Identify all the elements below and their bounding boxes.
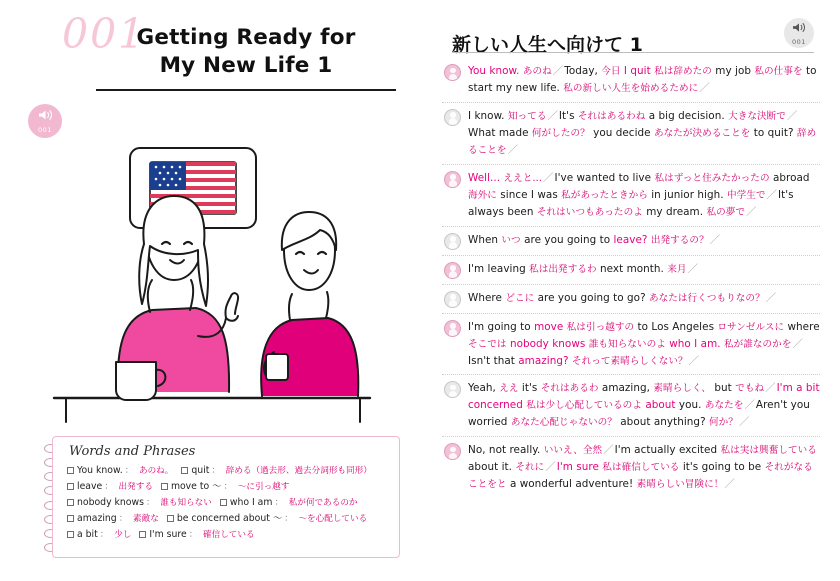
dialogue-token: I'm actually excited [614,444,718,457]
illustration-svg [30,140,390,430]
dialogue-token: 何がしたの？ [531,127,590,139]
word-phrase-ja: 少し [114,528,132,539]
dialogue-token: my dream. [646,205,704,218]
word-phrase-en: amazing [77,513,117,525]
speaker-avatar-icon [444,262,461,279]
dialogue-token: leave? [613,233,648,246]
dialogue-token: ／ [603,444,614,457]
dialogue-token: to [637,320,649,333]
dialogue-token: ／ [507,143,519,156]
dialogue-token: Where [468,291,502,304]
dialogue-token: ／ [786,109,798,122]
dialogue-token: a wonderful adventure! [509,478,634,491]
dialogue-token: ／ [545,461,556,474]
speaker-avatar-icon [444,109,461,126]
dialogue-line [442,58,820,103]
dialogue-token: いつ [501,234,521,246]
dialogue-token: ／ [724,478,735,491]
dialogue-text [468,442,820,493]
dialogue-line [442,103,820,165]
dialogue-token: Well... [468,171,501,184]
dialogue-token: それはいつもあったのよ [536,206,643,218]
dialogue-token: I'm sure [556,461,599,474]
dialogue-token: 素晴らしく、 [653,383,712,395]
separator: ： [99,529,110,540]
word-phrase-en: I'm sure [149,529,187,541]
dialogue-text [468,232,721,249]
dialogue-token: 私の仕事を [754,66,803,77]
word-phrase-item[interactable] [167,511,367,526]
speaker-avatar-icon [444,171,461,188]
dialogue-token: ええと… [503,172,543,184]
word-phrase-ja: あのね。 [138,464,174,475]
dialogue-token: ／ [687,262,699,275]
words-and-phrases-box [52,436,400,558]
dialogue-token: but [714,382,732,395]
dialogue-token: 出発するの？ [650,234,709,246]
dialogue-token: to start my new life. [468,65,817,94]
word-phrase-item[interactable] [161,479,289,494]
word-phrase-ja: 誰も知らない [160,496,212,507]
dialogue-token: about it. [468,461,512,474]
woman-right [261,212,358,396]
page-title-line-1: Getting Ready for [136,25,356,50]
dialogue-token: ／ [792,337,803,350]
word-phrase-item[interactable] [67,527,131,542]
dialogue-token: a big decision. [648,109,725,122]
word-phrase-item[interactable] [67,463,173,478]
dialogue-line [442,227,820,256]
dialogue-token: ／ [765,291,777,304]
word-phrase-en: You know. [77,465,123,476]
dialogue-token: I'm a bit concerned [468,382,820,412]
dialogue-token: あなた心配じゃないの？ [510,417,617,429]
right-page [420,0,840,581]
dialogue-token: 海外に [468,189,497,201]
words-and-phrases-heading: Words and Phrases [69,444,196,459]
dialogue-token: 来月 [667,263,687,275]
dialogue-token: ええ [499,383,519,395]
dialogue-list [442,58,820,573]
checkbox-icon[interactable] [167,515,174,522]
audio-track-number-left: 001 [38,125,52,134]
dialogue-token: 私は辞めたの [654,66,712,77]
dialogue-text [468,170,820,221]
dialogue-token: ／ [744,399,755,412]
dialogue-token: 私が誰なのかを [723,338,792,350]
dialogue-token: about [645,399,676,412]
audio-track-number-right: 001 [792,37,806,46]
dialogue-token: Los Angeles [651,320,715,333]
word-phrase-ja: 辞める（過去形、過去分詞形も同形） [225,464,372,475]
dialogue-token: それって素晴らしくない？ [571,355,688,367]
dialogue-token: あなたを [704,400,744,412]
dialogue-line [442,375,820,437]
dialogue-token: who I am. [669,337,721,350]
dialogue-token: それはあるわ [540,383,599,395]
speaker-icon [38,109,53,125]
checkbox-icon[interactable] [67,515,74,522]
separator: ： [211,465,221,475]
dialogue-token: 私はずっと住みたかったの [654,172,770,184]
dialogue-token: next month. [600,262,664,275]
dialogue-token: 私は少し心配しているのよ [526,400,642,412]
word-phrase-ja: 素敵な [133,512,159,523]
dialogue-token: それに [515,462,545,474]
dialogue-token: 何か？ [709,417,738,429]
checkbox-icon[interactable] [67,483,74,490]
speaker-avatar-icon [444,64,461,81]
dialogue-token: ／ [746,205,757,218]
dialogue-token: ／ [688,354,700,367]
dialogue-token: It's [558,109,575,122]
word-phrase-ja: ～に引っ越す [237,480,290,491]
dialogue-token: ／ [699,81,710,94]
dialogue-text [468,319,820,370]
separator: ： [104,481,114,492]
dialogue-token: since I was [500,188,558,201]
illustration [30,140,390,430]
checkbox-icon[interactable] [181,467,188,474]
audio-track-badge-right[interactable] [784,18,814,48]
right-page-title: 新しい人生へ向けて 1 [452,34,643,56]
speaker-avatar-icon [444,291,461,308]
word-phrase-item[interactable] [220,495,358,510]
dialogue-token: I've wanted to live [554,171,652,184]
word-phrase-item[interactable] [181,463,371,478]
dialogue-token: 素晴らしい冒険に！ [636,479,724,491]
dialogue-token: about anything? [620,416,706,429]
dialogue-token: 私は確信している [602,462,680,474]
dialogue-token: どこに [505,292,535,304]
word-phrase-item[interactable] [139,527,254,542]
word-phrase-item[interactable] [67,495,212,510]
dialogue-token: I know. [468,109,505,122]
dialogue-text [468,261,699,278]
page-title [96,24,396,91]
dialogue-line [442,314,820,376]
dialogue-token: you. [678,399,702,412]
dialogue-token: あなたは行くつもりなの？ [649,292,765,304]
separator: ： [284,513,294,524]
dialogue-token: ／ [543,171,554,184]
dialogue-token: my job [715,65,752,77]
dialogue-token: in junior high. [651,188,724,201]
dialogue-line [442,437,820,498]
dialogue-token: ／ [709,233,721,246]
word-phrase-en: move to ～ [170,481,222,493]
dialogue-token: あのね [522,66,552,77]
dialogue-token: Yeah, [468,382,496,395]
dialogue-token: それはあるわね [577,110,646,122]
dialogue-token: amazing? [518,354,569,367]
title-divider [452,52,814,53]
dialogue-text [468,63,820,97]
dialogue-token: 大きな決断で [728,110,786,122]
dialogue-token: Aren't you worried [468,399,810,429]
unit-number: 001 [62,10,147,58]
checkbox-icon[interactable] [67,531,74,538]
speaker-avatar-icon [444,381,461,398]
dialogue-token: 知ってる [507,110,547,122]
dialogue-token: ／ [766,188,777,201]
dialogue-token: でもね [735,383,765,395]
checkbox-icon[interactable] [67,467,74,474]
dialogue-token: are you going to go? [537,291,646,304]
dialogue-token: I'm leaving [468,262,526,275]
checkbox-icon[interactable] [139,531,146,538]
word-phrase-ja: 出発する [118,480,153,491]
checkbox-icon[interactable] [67,499,74,506]
dialogue-token: ／ [552,65,564,77]
dialogue-line [442,165,820,227]
dialogue-token: amazing, [601,382,651,395]
dialogue-token: 私の新しい人生を始めるために [563,82,699,94]
audio-track-badge-left[interactable] [28,104,62,138]
dialogue-token: ロサンゼルスに [717,321,785,333]
dialogue-token: ／ [738,416,750,429]
dialogue-token: 私は出発するわ [529,263,597,275]
dialogue-line [442,256,820,285]
dialogue-token: 辞めることを [468,127,817,156]
dialogue-token: where [787,320,820,333]
dialogue-token: 中学生で [726,189,766,201]
word-phrase-ja: 確信している [203,528,255,539]
dialogue-token: are you going to [524,233,611,246]
separator: ： [118,513,129,524]
dialogue-token: it's going to be [682,461,762,474]
word-phrase-ja: 私が何であるのか [288,496,358,507]
dialogue-token: move [534,320,564,333]
checkbox-icon[interactable] [161,483,168,490]
dialogue-token: I'm going to [468,320,531,333]
dialogue-token: 私は引っ越すの [566,321,635,333]
speaker-avatar-icon [444,320,461,337]
dialogue-token: abroad [772,171,810,184]
dialogue-token: to quit? [753,126,794,139]
separator: ： [274,497,284,508]
dialogue-token: 今日 [601,66,621,77]
words-and-phrases-list [67,463,389,542]
speaker-icon [792,21,806,37]
dialogue-token: What made [468,126,529,139]
dialogue-token: そこでは [468,338,507,350]
dialogue-token: you decide [593,126,651,139]
dialogue-token: ／ [547,109,558,122]
dialogue-token: 私があったときから [561,189,648,201]
word-phrase-item[interactable] [67,479,153,494]
dialogue-token: Isn't that [468,354,515,367]
dialogue-token: いいえ、全然 [543,445,603,457]
word-phrase-en: a bit [77,529,98,541]
speaker-avatar-icon [444,443,461,460]
word-phrase-ja: ～を心配している [298,512,368,523]
word-phrase-en: be concerned about ～ [176,513,283,525]
separator: ： [223,481,233,492]
dialogue-token: It's always been [468,188,794,218]
word-phrase-en: nobody knows [77,497,144,509]
dialogue-token: 私の夢で [706,206,746,218]
word-phrase-en: quit [191,465,210,476]
separator: ： [188,529,199,540]
dialogue-token: 誰も知らないのよ [588,338,666,350]
dialogue-token: nobody knows [509,337,586,350]
dialogue-token: 私は実は興奮している [720,445,817,457]
word-phrase-en: leave [77,481,103,493]
dialogue-token: it's [521,382,538,395]
dialogue-token: ／ [765,382,776,395]
dialogue-token: You know. [468,65,520,77]
dialogue-text [468,108,820,159]
page-title-line-2: My New Life 1 [159,53,333,79]
word-phrase-en: who I am [229,497,273,509]
speaker-avatar-icon [444,233,461,250]
dialogue-token: あなたが決めることを [653,127,751,139]
dialogue-token: それがなることをと [468,462,813,491]
dialogue-token: Today, [564,65,598,77]
dialogue-line [442,285,820,314]
dialogue-token: No, not really. [468,444,541,457]
dialogue-text [468,380,820,431]
separator: ： [145,497,156,508]
dialogue-token: When [468,233,499,246]
checkbox-icon[interactable] [220,499,227,506]
word-phrase-item[interactable] [67,511,159,526]
separator: ： [124,465,134,475]
dialogue-text [468,290,777,307]
dialogue-token: I quit [623,65,651,77]
